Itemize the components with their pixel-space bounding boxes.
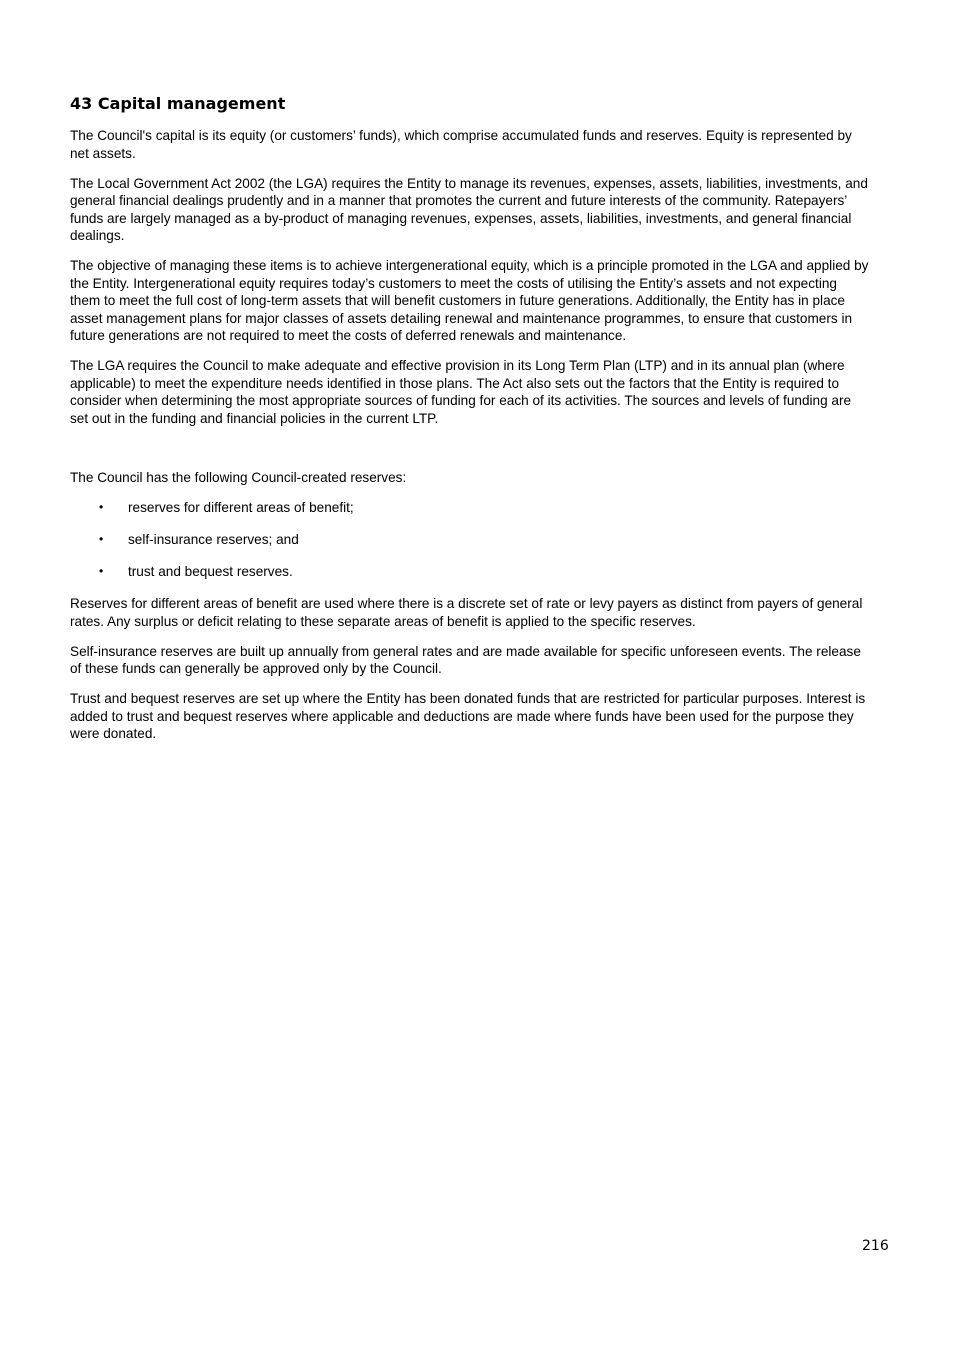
list-item — [70, 531, 870, 549]
paragraph-reserves-intro: The Council has the following Council-created reserves: — [70, 470, 407, 485]
page-number: 216 — [862, 1238, 889, 1254]
paragraph-intergenerational-equity: The objective of managing these items is to achieve intergenerational equity, which is a principle promoted in the LGA and applied by the Entity. Intergenerational equity requires today’s customers to meet the costs of utilising the Entity’s assets and not expecting them to meet the full cost of long-term assets that will benefit customers in future generations. Additionally, the Entity has in place asset management plans for major classes of assets detailing renewal and maintenance programmes, to ensure that customers in future generations are not required to meet the costs of deferred renewals and maintenance. — [70, 258, 869, 343]
list-item-text: reserves for different areas of benefit; — [128, 500, 354, 515]
paragraph-trust-bequest: Trust and bequest reserves are set up where the Entity has been donated funds that are restricted for particular purposes. Interest is added to trust and bequest reserves where applicable and deductions are made where funds have been used for the purpose they were donated. — [70, 691, 866, 741]
section-heading: 43 Capital management — [70, 94, 286, 113]
paragraph-lga-requirements: The Local Government Act 2002 (the LGA) requires the Entity to manage its revenues, expenses, assets, liabilities, investments, and general financial dealings prudently and in a manner that promotes the current and future interests of the community. Ratepayers’ funds are largely managed as a by-product of managing revenues, expenses, assets, liabilities, investments, and general financial dealings. — [70, 175, 868, 243]
list-item-text: self-insurance reserves; and — [128, 532, 299, 547]
paragraph-capital-definition: The Council's capital is its equity (or customers’ funds), which comprise accumulated funds and reserves. Equity is represented by net assets. — [70, 128, 852, 161]
reserve-list — [70, 499, 870, 581]
bullet-icon: • — [99, 532, 104, 546]
page-content — [70, 94, 870, 755]
paragraph-areas-of-benefit: Reserves for different areas of benefit are used where there is a discrete set of rate or levy payers as distinct from payers of general rates. Any surplus or deficit relating to these separate areas of benefit is applied to the specific reserves. — [70, 596, 863, 629]
bullet-icon: • — [99, 500, 104, 514]
bullet-icon: • — [99, 564, 104, 578]
list-item — [70, 499, 870, 517]
paragraph-ltp-provision: The LGA requires the Council to make adequate and effective provision in its Long Term Plan (LTP) and in its annual plan (where applicable) to meet the expenditure needs identified in those plans. The Act also sets out the factors that the Entity is required to consider when determining the most appropriate sources of funding for each of its activities. The sources and levels of funding are set out in the funding and financial policies in the current LTP. — [70, 358, 852, 426]
list-item-text: trust and bequest reserves. — [128, 564, 293, 579]
paragraph-self-insurance: Self-insurance reserves are built up annually from general rates and are made available for specific unforeseen events. The release of these funds can generally be approved only by the Council. — [70, 643, 861, 676]
list-item — [70, 563, 870, 581]
